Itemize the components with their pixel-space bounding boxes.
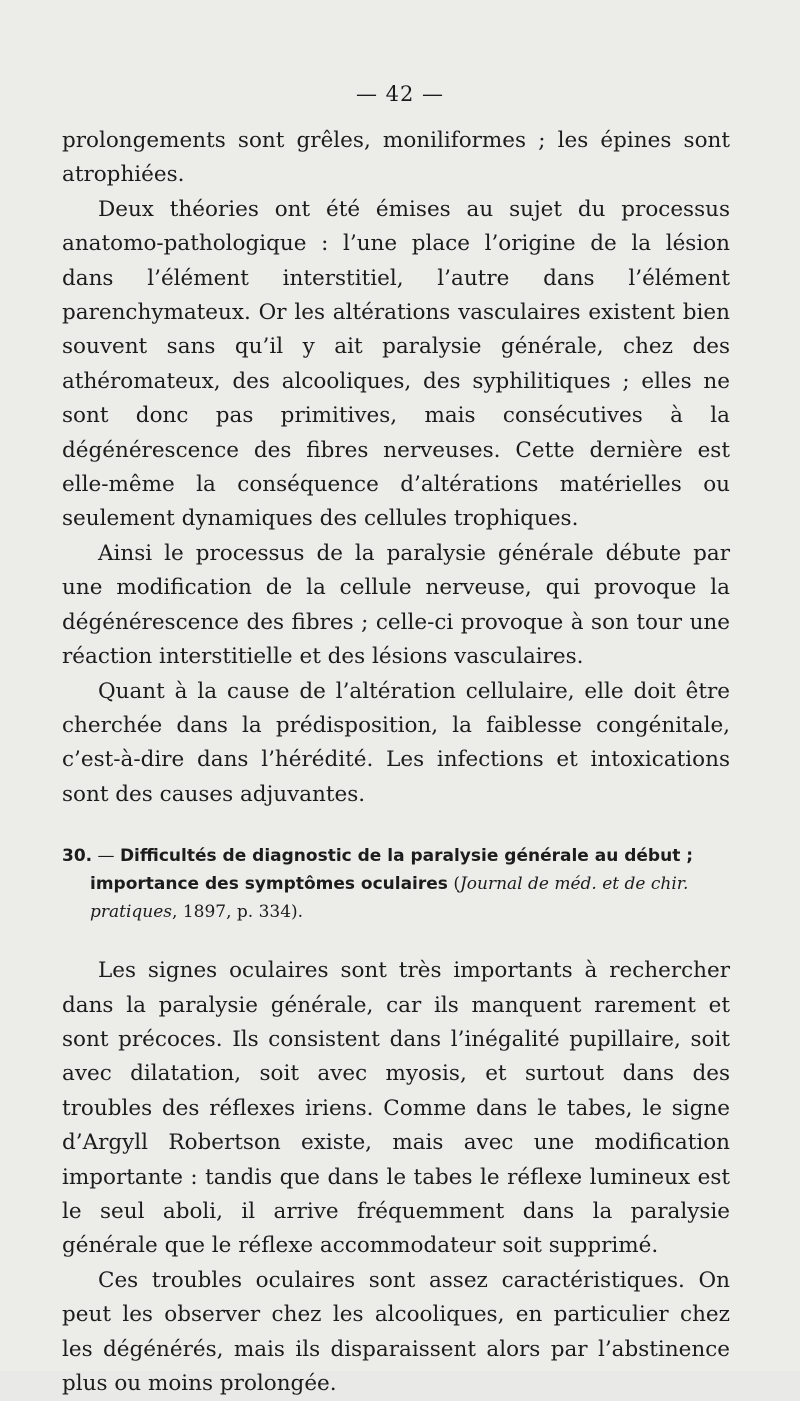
section-dash: —: [92, 846, 120, 867]
paragraph-cause: Quant à la cause de l’altération cellulaire, elle doit être cherchée dans la prédisposition, la faiblesse congénitale, c’est-à-dire dans l’hérédité. Les infections et intoxications sont des causes adjuvantes.: [62, 678, 730, 807]
section-body: [62, 954, 730, 1401]
section-heading: [62, 842, 730, 926]
paragraph-ocular-signs: Les signes oculaires sont très importants à rechercher dans la paralysie générale, car ils manquent rarement et sont précoces. Ils consistent dans l’inégalité pupillaire, soit avec dilatation, soit avec myosis, et surtout dans des troubles des réflexes iriens. Comme dans le tabes, le signe d’Argyll Robertson existe, mais avec une modification importante : tandis que dans le tabes le réflexe lumineux est le seul aboli, il arrive fréquemment dans la paralysie générale que le réflexe accommodateur soit supprimé.: [62, 958, 730, 1259]
page-body: [62, 124, 730, 1401]
section-number: 30.: [62, 846, 93, 867]
section-title: Difficultés de diagnostic de la paralysie générale au début ; importance des symptômes oculaires: [90, 846, 694, 895]
section-source-rest: , 1897, p. 334).: [172, 902, 304, 923]
paragraph-process: Ainsi le processus de la paralysie générale débute par une modification de la cellule nerveuse, qui provoque la dégénérescence des fibres ; celle-ci provoque à son tour une réaction interstitielle et des lésions vasculaires.: [62, 540, 730, 670]
paragraph-continuation: prolongements sont grêles, moniliformes ; les épines sont atrophiées.: [62, 128, 730, 188]
section-source-open: (: [447, 874, 460, 895]
page-number: — 42 —: [355, 82, 445, 106]
paragraph-theories: Deux théories ont été émises au sujet du processus anatomo-pathologique : l’une place l’origine de la lésion dans l’élément interstitiel, l’autre dans l’élément parenchymateux. Or les altérations vasculaires existent bien souvent sans qu’il y ait paralysie générale, chez des athéromateux, des alcooliques, des syphilitiques ; elles ne sont donc pas primitives, mais consécutives à la dégénérescence des fibres nerveuses. Cette dernière est elle-même la conséquence d’altérations matérielles ou seulement dynamiques des cellules trophiques.: [62, 196, 730, 532]
paragraph-ocular-troubles: Ces troubles oculaires sont assez caractéristiques. On peut les observer chez les alcooliques, en particulier chez les dégénérés, mais ils disparaissent alors par l’abstinence plus ou moins prolongée.: [62, 1267, 730, 1396]
section-source-journal: Journal de méd. et de chir. pratiques: [90, 874, 689, 923]
